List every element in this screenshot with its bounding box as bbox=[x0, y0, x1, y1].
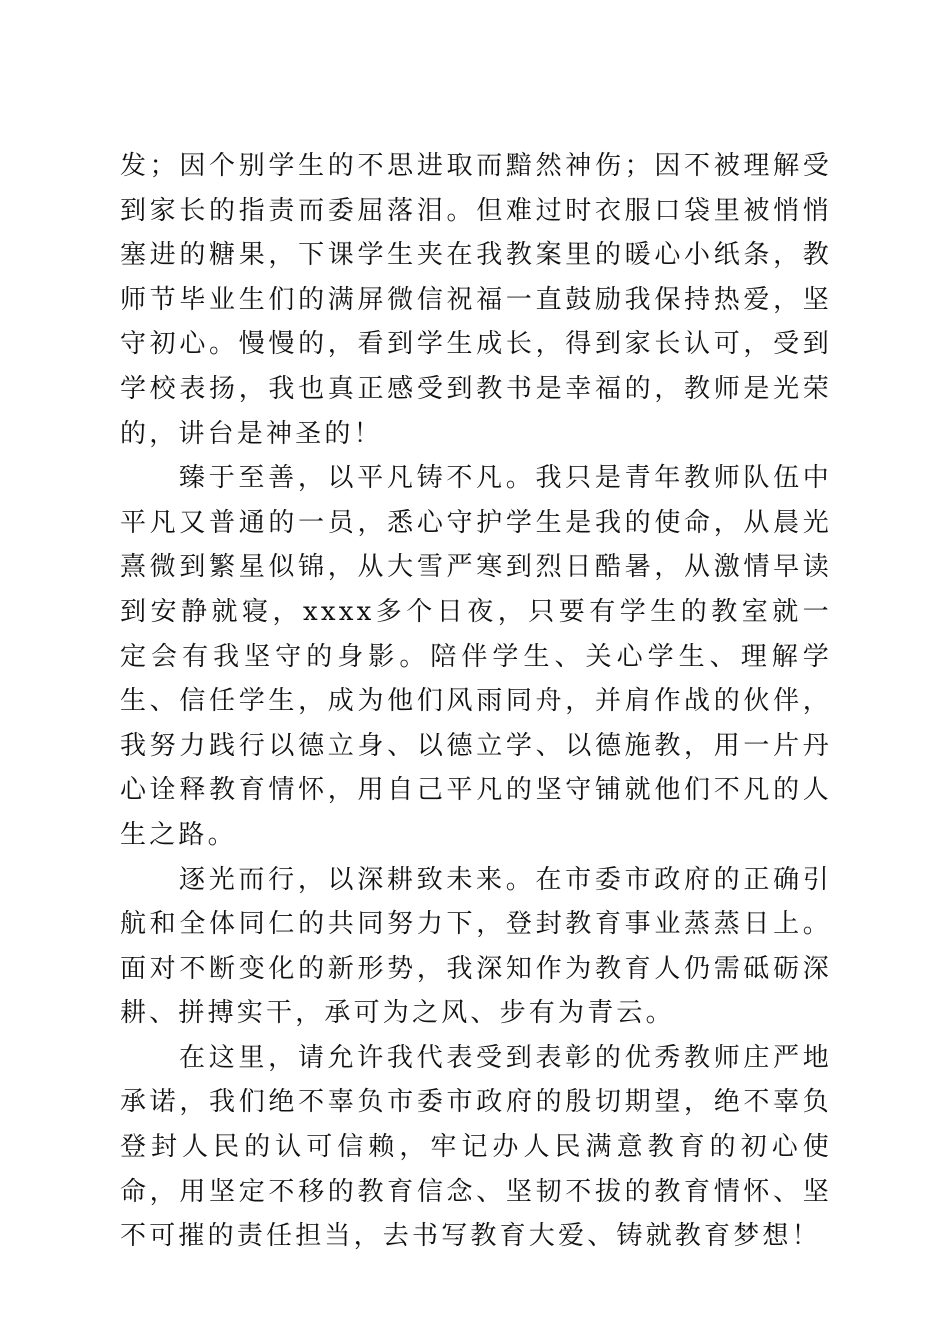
paragraph-continued: 发；因个别学生的不思进取而黯然神伤；因不被理解受到家长的指责而委屈落泪。但难过时衣服口袋里被悄悄塞进的糖果，下课学生夹在我教案里的暖心小纸条，教师节毕业生们的满屏微信祝福一直鼓励我保持热爱，坚守初心。慢慢的，看到学生成长，得到家长认可，受到学校表扬，我也真正感受到教书是幸福的，教师是光荣的，讲台是神圣的！ bbox=[120, 151, 832, 449]
paragraph-commitment: 在这里，请允许我代表受到表彰的优秀教师庄严地承诺，我们绝不辜负市委市政府的殷切期望，绝不辜负登封人民的认可信赖，牢记办人民满意教育的初心使命，用坚定不移的教育信念、坚韧不拔的教育情怀、坚不可摧的责任担当，去书写教育大爱、铸就教育梦想！ bbox=[120, 1042, 832, 1252]
paragraph-future: 逐光而行，以深耕致未来。在市委市政府的正确引航和全体同仁的共同努力下，登封教育事业蒸蒸日上。面对不断变化的新形势，我深知作为教育人仍需砥砺深耕、拼搏实干，承可为之风、步有为青云。 bbox=[120, 864, 832, 1029]
document-body bbox=[120, 144, 832, 1259]
paragraph-excellence: 臻于至善，以平凡铸不凡。我只是青年教师队伍中平凡又普通的一员，悉心守护学生是我的使命，从晨光熹微到繁星似锦，从大雪严寒到烈日酷暑，从激情早读到安静就寝，xxxx多个日夜，只要有学生的教室就一定会有我坚守的身影。陪伴学生、关心学生、理解学生、信任学生，成为他们风雨同舟，并肩作战的伙伴，我努力践行以德立身、以德立学、以德施教，用一片丹心诠释教育情怀，用自己平凡的坚守铺就他们不凡的人生之路。 bbox=[120, 463, 832, 850]
